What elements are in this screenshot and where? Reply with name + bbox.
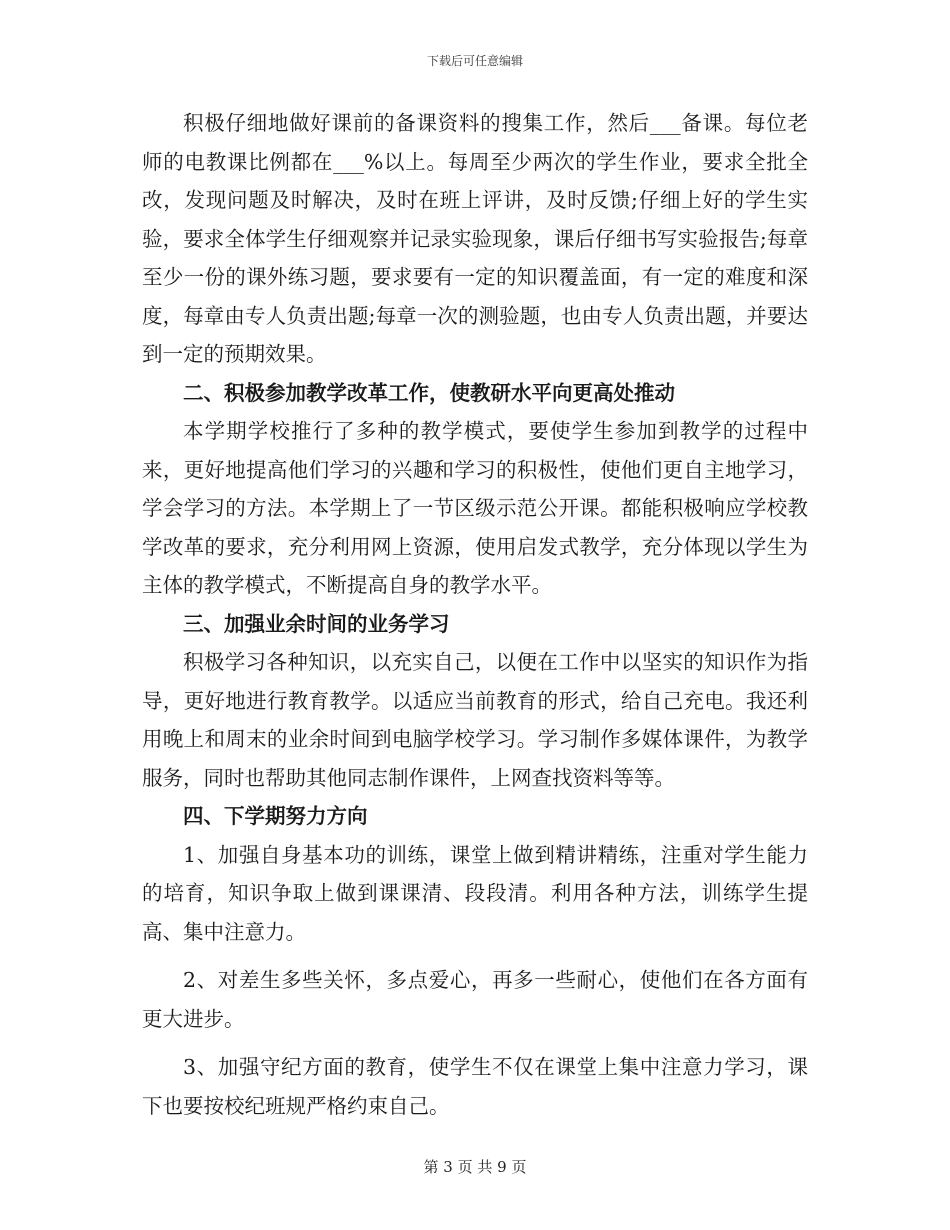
section-heading-spare-time-study: 三、加强业余时间的业务学习 (183, 611, 450, 636)
paragraph-teaching-reform: 本学期学校推行了多种的教学模式，要使学生参加到教学的过程中来，更好地提高他们学习的兴趣和学习的积极性，使他们更自主地学习，学会学习的方法。本学期上了一节区级示范公开课。都能积极响应学校教学改革的要求，充分利用网上资源，使用启发式教学，充分体现以学生为主体的教学模式，不断提高自身的教学水平。 (142, 419, 808, 597)
list-item-goal-2: 2、对差生多些关怀，多点爱心，再多一些耐心，使他们在各方面有更大进步。 (142, 968, 808, 1031)
paragraph-spare-time-study: 积极学习各种知识，以充实自己，以便在工作中以坚实的知识作为指导，更好地进行教育教学。以适应当前教育的形式，给自己充电。我还利用晚上和周末的业余时间到电脑学校学习。学习制作多媒体课件，为教学服务，同时也帮助其他同志制作课件，上网查找资料等等。 (142, 650, 808, 790)
page-header: 下载后可任意编辑 (426, 54, 523, 68)
list-item-goal-1: 1、加强自身基本功的训练，课堂上做到精讲精练，注重对学生能力的培育，知识争取上做到课课清、段段清。利用各种方法，训练学生提高、集中注意力。 (142, 842, 808, 944)
list-item-goal-3: 3、加强守纪方面的教育，使学生不仅在课堂上集中注意力学习，课下也要按校纪班规严格约束自己。 (142, 1055, 808, 1118)
section-heading-next-term-goals: 四、下学期努力方向 (183, 804, 368, 828)
page-number-footer: 第 3 页 共 9 页 (423, 1158, 527, 1176)
paragraph-lesson-preparation: 积极仔细地做好课前的备课资料的搜集工作，然后___备课。每位老师的电教课比例都在___%以上。每周至少两次的学生作业，要求全批全改，发现问题及时解决，及时在班上评讲，及时反馈;仔细上好的学生实验，要求全体学生仔细观察并记录实验现象，课后仔细书写实验报告;每章至少一份的课外练习题，要求要有一定的知识覆盖面，有一定的难度和深度，每章由专人负责出题;每章一次的测验题，也由专人负责出题，并要达到一定的预期效果。 (142, 111, 808, 366)
section-heading-teaching-reform: 二、积极参加教学改革工作，使教研水平向更高处推动 (183, 380, 675, 405)
document-body (142, 104, 808, 1125)
